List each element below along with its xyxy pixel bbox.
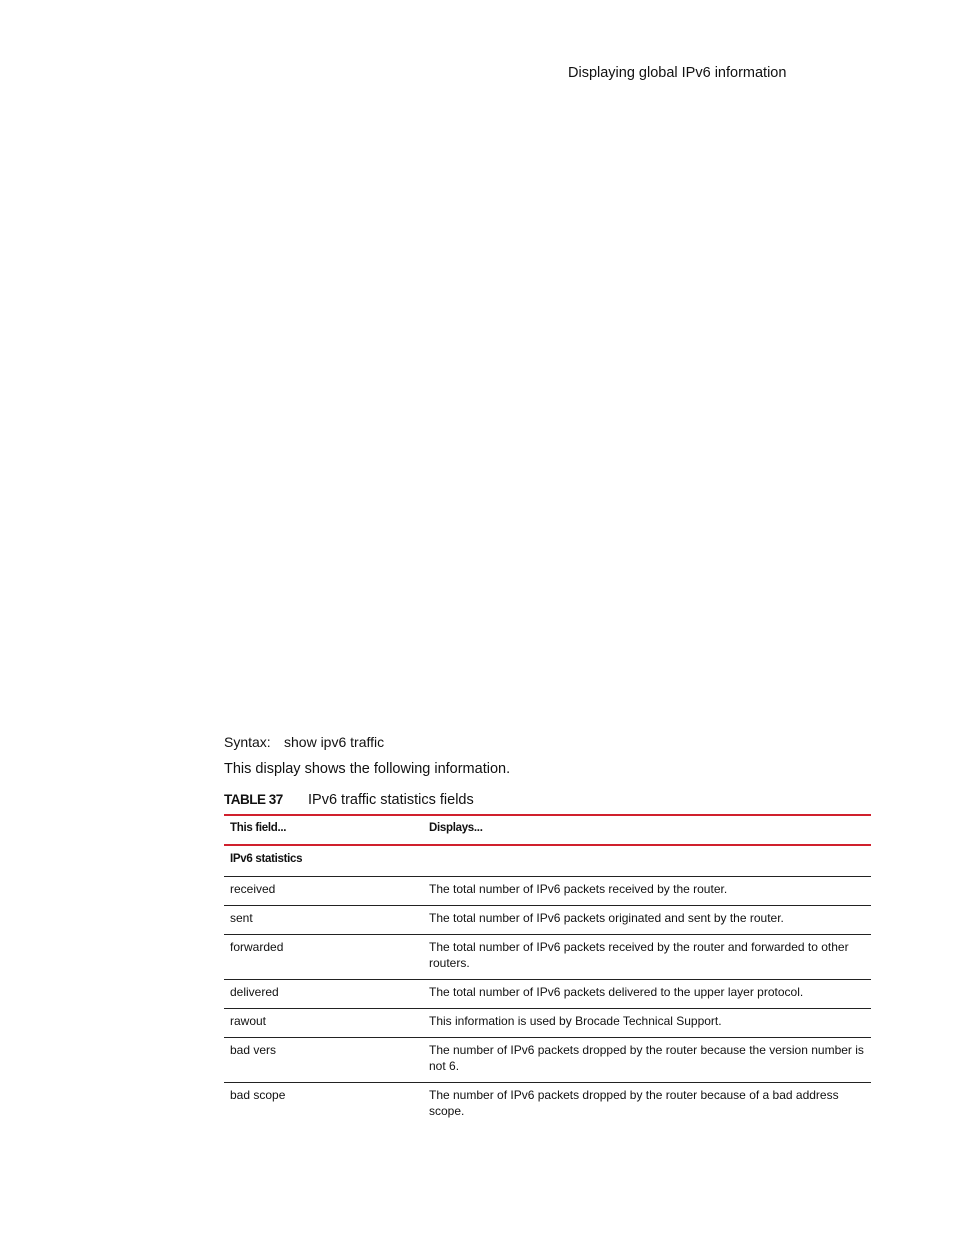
table-header-row	[224, 815, 871, 845]
table-row	[224, 980, 871, 1009]
table-section-label: IPv6 statistics	[230, 853, 303, 865]
table-cell-field: received	[230, 882, 276, 896]
table-row	[224, 1009, 871, 1038]
table-row	[224, 1038, 871, 1083]
table-cell-description: The total number of IPv6 packets received by the router and forwarded to other routers.	[429, 940, 849, 970]
ipv6-traffic-fields-table	[224, 814, 871, 1127]
table-cell-description: This information is used by Brocade Technical Support.	[429, 1014, 722, 1028]
table-caption-number: TABLE 37	[224, 792, 283, 807]
table-caption-title: IPv6 traffic statistics fields	[308, 792, 474, 808]
table-section-row	[224, 845, 871, 877]
running-header: Displaying global IPv6 information	[568, 65, 787, 81]
table-cell-description: The number of IPv6 packets dropped by the router because the version number is not 6.	[429, 1043, 864, 1073]
table-cell-field: bad vers	[230, 1043, 277, 1057]
table-cell-field: bad scope	[230, 1088, 286, 1102]
table-header-displays: Displays...	[429, 822, 483, 834]
table-row	[224, 877, 871, 906]
table-cell-field: forwarded	[230, 940, 284, 954]
syntax-line	[224, 734, 384, 750]
table-cell-description: The total number of IPv6 packets delivered to the upper layer protocol.	[429, 985, 804, 999]
table-row	[224, 906, 871, 935]
table-row	[224, 1083, 871, 1128]
table-cell-description: The total number of IPv6 packets received by the router.	[429, 882, 728, 896]
table-cell-field: rawout	[230, 1014, 267, 1028]
table-cell-description: The number of IPv6 packets dropped by the router because of a bad address scope.	[429, 1088, 839, 1118]
table-caption	[224, 792, 474, 808]
syntax-command: show ipv6 traffic	[284, 734, 385, 750]
intro-paragraph: This display shows the following information.	[224, 761, 511, 777]
table-cell-field: sent	[230, 911, 253, 925]
table-cell-field: delivered	[230, 985, 279, 999]
table-row	[224, 935, 871, 980]
table-header-field: This field...	[230, 822, 287, 834]
table-cell-description: The total number of IPv6 packets originated and sent by the router.	[429, 911, 784, 925]
syntax-label: Syntax:	[224, 734, 271, 750]
